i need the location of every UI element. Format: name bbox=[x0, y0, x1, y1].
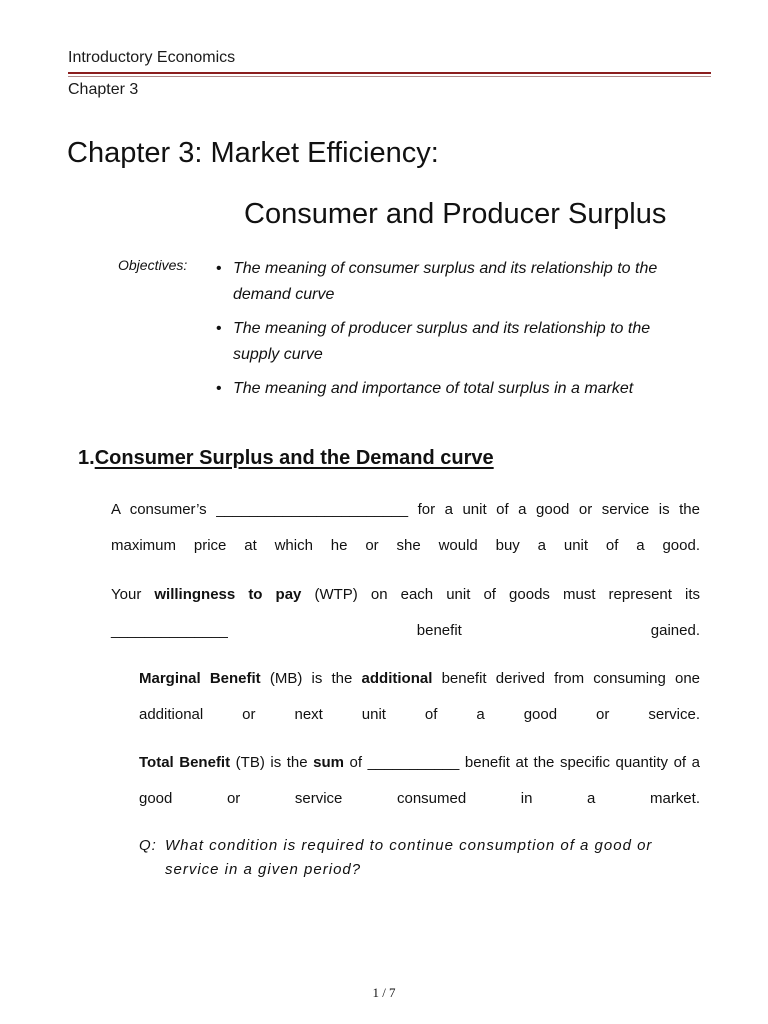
term-willingness-to-pay: willingness to pay bbox=[154, 586, 302, 603]
term-total-benefit: Total Benefit bbox=[139, 754, 231, 771]
paragraph-marginal-benefit bbox=[139, 661, 700, 733]
objective-item: • The meaning and importance of total surplus in a market bbox=[218, 376, 698, 402]
fill-in-blank: ___________ bbox=[367, 754, 460, 771]
text-run: for a unit of a good or service is the maximum price at which he or she would buy a unit of a good. bbox=[111, 501, 700, 554]
paragraph-wtp-benefit bbox=[111, 577, 700, 649]
header-rule-thin bbox=[68, 76, 711, 77]
section-number: 1. bbox=[78, 447, 95, 469]
fill-in-blank: _______________________ bbox=[216, 501, 409, 518]
text-run: A consumer’s bbox=[111, 501, 207, 518]
header-rule bbox=[68, 72, 711, 74]
section-heading bbox=[78, 447, 494, 470]
question-label: Q: bbox=[139, 837, 157, 854]
term-sum: sum bbox=[313, 754, 344, 771]
objectives-list bbox=[218, 256, 698, 410]
page-subtitle: Consumer and Producer Surplus bbox=[244, 198, 667, 230]
page-title: Chapter 3: Market Efficiency: bbox=[67, 137, 439, 169]
header-course: Introductory Economics bbox=[68, 49, 236, 66]
text-run: benefit at the specific quantity of a good or service consumed in a market. bbox=[139, 754, 700, 807]
text-run: Your bbox=[111, 586, 142, 603]
header-chapter: Chapter 3 bbox=[68, 81, 139, 98]
term-marginal-benefit: Marginal Benefit bbox=[139, 670, 261, 687]
text-run: (TB) is the bbox=[235, 754, 308, 771]
section-title: Consumer Surplus and the Demand curve bbox=[94, 447, 494, 469]
paragraph-wtp-definition bbox=[111, 492, 700, 564]
paragraph-total-benefit bbox=[139, 745, 700, 817]
page-number: 1 / 7 bbox=[372, 985, 396, 1000]
term-additional: additional bbox=[361, 670, 433, 687]
question-text: What condition is required to continue consumption of a good or service in a given period? bbox=[165, 837, 653, 878]
question-block bbox=[139, 834, 700, 882]
objective-item: • The meaning of consumer surplus and its relationship to the demand curve bbox=[218, 256, 698, 308]
text-run: benefit derived from consuming one additional or next unit of a good or service. bbox=[139, 670, 701, 723]
text-run: (MB) is the bbox=[269, 670, 353, 687]
fill-in-blank: ______________ bbox=[111, 622, 228, 639]
text-run: benefit gained. bbox=[416, 622, 701, 639]
objective-item: • The meaning of producer surplus and its relationship to the supply curve bbox=[218, 316, 698, 368]
objectives-label: Objectives: bbox=[118, 257, 188, 273]
text-run: of bbox=[349, 754, 363, 771]
text-run: (WTP) on each unit of goods must represent its bbox=[314, 586, 700, 603]
